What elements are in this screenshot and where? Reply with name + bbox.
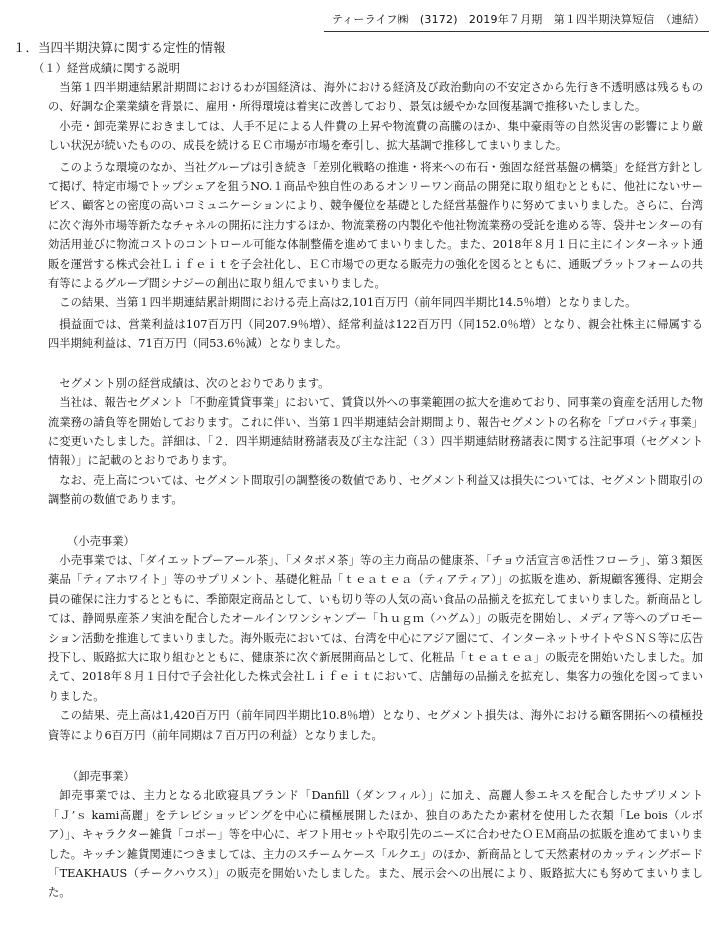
paragraph-segment-note: なお、売上高については、セグメント間取引の調整後の数値であり、セグメント利益又は損失については、セグメント間取引の調整前の数値であります。 (48, 473, 703, 507)
paragraph-wholesale-detail: 卸売事業では、主力となる北欧寝具ブランド「Danfill（ダンフィル）」に加え、高麗人参エキスを配合したサプリメント「Ｊ’ｓ kami高麗」をテレビショッピングを中心に積極展開したほか、独自のあたたか素材を使用した衣類「Le bois（ルボア）」、キャラクター雑貨「コポー」等を中心に、ギフト用セットや取引先のニーズに合わせたＯＥＭ商品の拡販を進めてまいりました。キッチン雑貨関連につきましては、主力のスチームケース「ルクエ」のほか、新商品として天然素材のカッティングボード「TEAKHAUS（チークハウス）」の販売を開始いたしました。また、展示会への出展により、販路拡大にも努めてまいりました。 (48, 789, 703, 900)
subsection-title: （１）経営成績に関する説明 (33, 62, 180, 75)
paragraph-retail-detail: 小売事業では、「ダイエットプーアール茶」、「メタボメ茶」等の主力商品の健康茶、「チョウ活宣言®活性フローラ」、第３類医薬品「ティアホワイト」等のサプリメント、基礎化粧品「ｔｅａｔｅａ（ティアティア）」の拡販を進め、新規顧客獲得、定期会員の確保に注力するとともに、季節限定商品として、いも切り等の人気の高い食品の品揃えを拡充してまいりました。新商品としては、静岡県産茶ノ実油を配合したオールインワンシャンプー「ｈｕｇｍ（ハグム）」の販売を開始し、メディア等へのプロモーション活動を推進してまいりました。海外販売においては、台湾を中心にアジア圏にて、インターネットサイトやＳＮＳ等に広告投下し、販路拡大に取り組むとともに、健康茶に次ぐ新展開商品として、化粧品「ｔｅａｔｅａ」の販売を開始いたしました。加えて、2018年８月１日付で子会社化した株式会社Ｌｉｆｅｉｔにおいて、店舗毎の品揃えを拡充し、集客力の強化を図ってまいりました。 (48, 553, 703, 703)
paragraph-sales: この結果、当第１四半期連結累計期間における売上高は2,101百万円（前年同四半期比14.5％増）となりました。 (59, 296, 637, 310)
paragraph-segment-intro: セグメント別の経営成績は、次のとおりであります。 (59, 376, 330, 390)
paragraph-industry: 小売・卸売業界におきましては、人手不足による人件費の上昇や物流費の高騰のほか、集中豪雨等の自然災害の影響により厳しい状況が続いたものの、成長を続けるＥＣ市場が市場を牽引し、拡大基調で推移してまいりました。 (48, 119, 703, 153)
paragraph-segment-change: 当社は、報告セグメント「不動産賃貸事業」において、賃貸以外への事業範囲の拡大を進めており、同事業の資産を活用した物流業務の請負等を開始しております。これに伴い、当第１四半期連結会計期間より、報告セグメントの名称を「プロパティ事業」に変更いたしました。詳細は、「２．四半期連結財務諸表及び主な注記（３）四半期連結財務諸表に関する注記事項（セグメント情報）」に記載のとおりであります。 (48, 396, 703, 468)
section-title: １．当四半期決算に関する定性的情報 (13, 40, 226, 55)
paragraph-retail-result: この結果、売上高は1,420百万円（前年同四半期比10.8％増）となり、セグメント損失は、海外における顧客開拓への積極投資等により6百万円（前年同期は７百万円の利益）となりました。 (48, 709, 703, 742)
segment-heading-wholesale: （卸売事業） (67, 770, 135, 783)
paragraph-economy: 当第１四半期連結累計期間におけるわが国経済は、海外における経済及び政治動向の不安定さから先行き不透明感は残るものの、好調な企業業績を背景に、雇用・所得環境は着実に改善しており、景気は緩やかな回復基調で推移いたしました。 (48, 81, 703, 114)
page-header: ティーライフ㈱ (3172) 2019年７月期 第１四半期決算短信 （連結） (332, 10, 705, 29)
document-body (48, 78, 703, 903)
paragraph-profit: 損益面では、営業利益は107百万円（同207.9％増）、経常利益は122百万円（同152.0％増）となり、親会社株主に帰属する四半期純利益は、71百万円（同53.6％減）となりました。 (48, 317, 703, 351)
paragraph-strategy: このような環境のなか、当社グループは引き続き「差別化戦略の推進・将来への布石・強固な経営基盤の構築」を経営方針として掲げ、特定市場でトップシェアを狙うNO.１商品や独自性のあるオンリーワン商品の開発に取り組むとともに、他社にないサービス、顧客との密度の高いコミュニケーションにより、競争優位を基礎とした経営基盤作りに努めてまいりました。さらに、台湾に次ぐ海外市場等新たなチャネルの開拓に注力するほか、物流業務の内製化や他社物流業務の受託を進める等、袋井センターの有効活用並びに物流コストのコントロール可能な体制整備を進めてまいりました。また、2018年８月１日に主にインターネット通販を運営する株式会社Ｌｉｆｅｉｔを子会社化し、ＥＣ市場での更なる販売力の強化を図るとともに、通販プラットフォームの共有等によるグループ間シナジーの創出に取り組んでまいりました。 (48, 160, 703, 291)
segment-heading-retail: （小売事業） (67, 534, 135, 548)
